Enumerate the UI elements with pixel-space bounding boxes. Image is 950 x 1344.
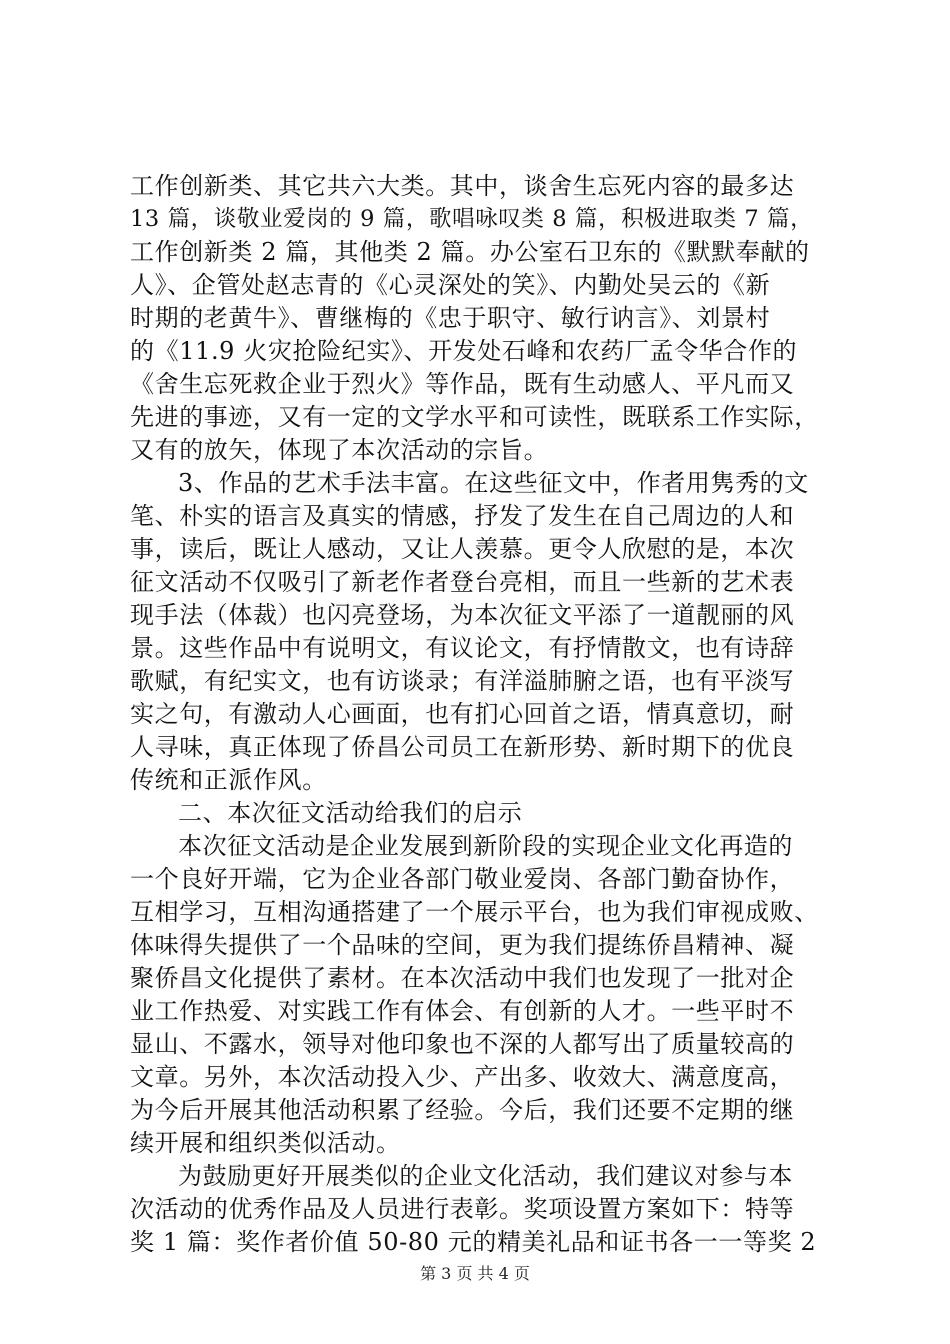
text-line: 次活动的优秀作品及人员进行表彰。奖项设置方案如下：特等	[130, 1195, 795, 1223]
text-line: 时期的老黄牛》、曹继梅的《忠于职守、敏行讷言》、刘景村	[130, 304, 771, 332]
text-line: 传统和正派作风。	[130, 766, 327, 794]
text-line: 奖 1 篇：奖作者价值 50-80 元的精美礼品和证书各一一等奖 2	[130, 1228, 817, 1256]
text-line: 又有的放矢，体现了本次活动的宗旨。	[130, 436, 549, 464]
text-line: 人》、企管处赵志青的《心灵深处的笑》、内勤处吴云的《新	[130, 271, 771, 299]
text-line: 文章。另外，本次活动投入少、产出多、收效大、满意度高，	[130, 1063, 795, 1091]
text-line: 一个良好开端，它为企业各部门敬业爱岗、各部门勤奋协作，	[130, 865, 795, 893]
text-line: 续开展和组织类似活动。	[130, 1129, 401, 1157]
text-line: 人寻味，真正体现了侨昌公司员工在新形势、新时期下的优良	[130, 733, 795, 761]
text-line: 为今后开展其他活动积累了经验。今后，我们还要不定期的继	[130, 1096, 795, 1124]
text-line: 征文活动不仅吸引了新老作者登台亮相，而且一些新的艺术表	[130, 568, 795, 596]
text-line: 聚侨昌文化提供了素材。在本次活动中我们也发现了一批对企	[130, 964, 795, 992]
text-line: 本次征文活动是企业发展到新阶段的实现企业文化再造的	[178, 832, 793, 860]
text-line: 的《11.9 火灾抢险纪实》、开发处石峰和农药厂孟令华合作的	[130, 337, 798, 365]
text-line: 先进的事迹，又有一定的文学水平和可读性，既联系工作实际，	[130, 403, 819, 431]
text-line: 歌赋，有纪实文，也有访谈录；有洋溢肺腑之语，也有平淡写	[130, 667, 795, 695]
text-line: 体味得失提供了一个品味的空间，更为我们提练侨昌精神、凝	[130, 931, 795, 959]
text-line: 事，读后，既让人感动，又让人羡慕。更令人欣慰的是，本次	[130, 535, 795, 563]
text-line: 实之句，有激动人心画面，也有扪心回首之语，情真意切，耐	[130, 700, 795, 728]
text-line: 为鼓励更好开展类似的企业文化活动，我们建议对参与本	[178, 1162, 793, 1190]
text-line: 景。这些作品中有说明文，有议论文，有抒情散文，也有诗辞	[130, 634, 795, 662]
text-line: 13 篇，谈敬业爱岗的 9 篇，歌唱咏叹类 8 篇，积极进取类 7 篇，	[130, 206, 814, 232]
text-line: 现手法（体裁）也闪亮登场，为本次征文平添了一道靓丽的风	[130, 601, 795, 629]
section-heading: 二、本次征文活动给我们的启示	[178, 799, 523, 827]
text-line: 工作创新类、其它共六大类。其中，谈舍生忘死内容的最多达	[130, 172, 795, 200]
text-line: 3、作品的艺术手法丰富。在这些征文中，作者用隽秀的文	[178, 469, 809, 497]
text-line: 业工作热爱、对实践工作有体会、有创新的人才。一些平时不	[130, 997, 795, 1025]
text-line: 互相学习，互相沟通搭建了一个展示平台，也为我们审视成败、	[130, 898, 819, 926]
text-line: 笔、朴实的语言及真实的情感，抒发了发生在自己周边的人和	[130, 502, 795, 530]
page-number-footer: 第 3 页 共 4 页	[420, 1264, 530, 1283]
text-line: 《舍生忘死救企业于烈火》等作品，既有生动感人、平凡而又	[130, 370, 795, 398]
text-line: 显山、不露水，领导对他印象也不深的人都写出了质量较高的	[130, 1030, 795, 1058]
text-line: 工作创新类 2 篇，其他类 2 篇。办公室石卫东的《默默奉献的	[130, 238, 810, 266]
